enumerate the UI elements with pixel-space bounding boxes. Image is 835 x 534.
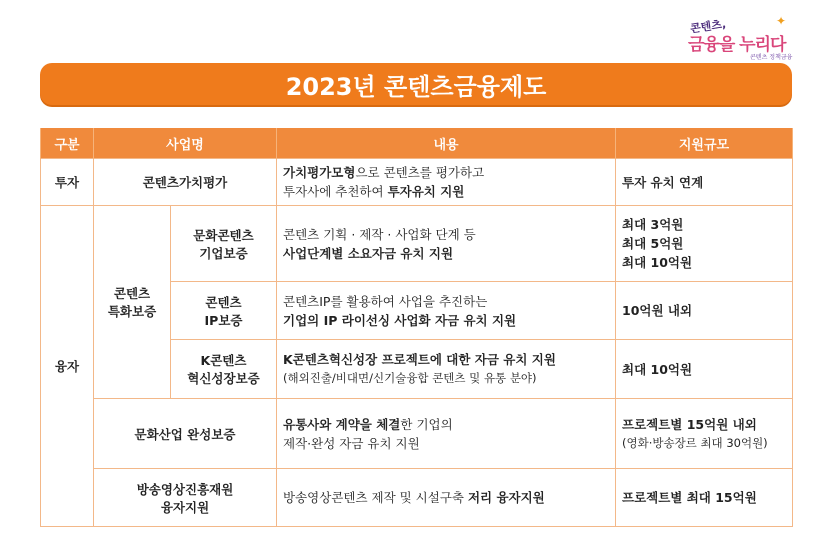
program-line2: IP보증 <box>204 312 243 328</box>
content-text: 방송영상콘텐츠 제작 및 시설구축 <box>283 490 468 505</box>
sparkle-icon: ✦ <box>776 14 787 28</box>
content-note: (해외진출/비대면/신기술융합 콘텐츠 및 유통 분야) <box>283 371 537 385</box>
program-line1: K콘텐츠 <box>200 353 247 368</box>
program-line1: 콘텐츠 <box>205 294 242 310</box>
scale-note: (영화·방송장르 최대 30억원) <box>622 435 768 450</box>
content-bold: 기업의 IP 라이선싱 사업화 자금 유치 지원 <box>283 312 517 328</box>
logo <box>688 14 798 60</box>
header-program: 사업명 <box>94 128 277 159</box>
content-cell <box>277 340 616 399</box>
content-bold: 저리 융자지원 <box>467 490 545 505</box>
table-header-row <box>41 128 793 159</box>
program-cell <box>171 206 277 282</box>
content-bold: 사업단계별 소요자금 유치 지원 <box>283 245 454 261</box>
header-scale: 지원규모 <box>616 128 793 159</box>
program-line2: 혁신성장보증 <box>187 371 260 386</box>
scale-cell: 투자 유치 연계 <box>616 159 793 206</box>
content-text: 콘텐츠IP를 활용하여 사업을 추진하는 <box>283 293 488 309</box>
program-cell: 문화산업 완성보증 <box>94 399 277 469</box>
scale-cell <box>616 399 793 469</box>
logo-line1: 콘텐츠, <box>689 17 727 36</box>
content-cell <box>277 399 616 469</box>
program-line1: 문화콘텐츠 <box>193 227 254 243</box>
program-cell <box>94 469 277 527</box>
program-line2: 융자지원 <box>160 499 210 515</box>
category-cell: 투자 <box>41 159 94 206</box>
table-row <box>41 159 793 206</box>
finance-table <box>40 128 793 527</box>
table-row <box>41 469 793 527</box>
program-cell <box>171 340 277 399</box>
group-line1: 콘텐츠 <box>113 286 151 301</box>
header-content: 내용 <box>277 128 616 159</box>
content-cell <box>277 206 616 282</box>
program-cell: 콘텐츠가치평가 <box>94 159 277 206</box>
category-cell: 융자 <box>41 206 94 527</box>
content-bold: 투자유치 지원 <box>387 184 465 199</box>
scale-line1: 최대 3억원 <box>622 217 684 232</box>
table-row <box>41 206 793 282</box>
content-bold: 가치평가모형 <box>283 165 356 180</box>
group-cell <box>94 206 171 399</box>
scale-line2: 최대 5억원 <box>622 236 684 251</box>
program-line1: 방송영상진흥재원 <box>136 481 234 497</box>
content-text: 콘텐츠 기획 · 제작 · 사업화 단계 등 <box>283 226 476 242</box>
group-line2: 특화보증 <box>107 304 157 319</box>
content-text: 제작·완성 자금 유치 지원 <box>283 435 420 451</box>
header-category: 구분 <box>41 128 94 159</box>
scale-cell: 10억원 내외 <box>616 282 793 340</box>
scale-cell <box>616 206 793 282</box>
logo-line3: 콘텐츠 정책금융 <box>750 54 793 61</box>
page-title: 2023년 콘텐츠금융제도 <box>40 63 792 105</box>
content-text: 투자사에 추천하여 <box>283 184 388 199</box>
content-text: 한 기업의 <box>400 416 453 432</box>
content-bold: 유통사와 계약을 체결 <box>283 416 401 432</box>
logo-line2: 금융을 누리다 <box>688 35 786 55</box>
content-cell <box>277 159 616 206</box>
scale-line3: 최대 10억원 <box>622 255 693 270</box>
program-cell <box>171 282 277 340</box>
content-cell <box>277 469 616 527</box>
table-row <box>41 399 793 469</box>
content-bold: K콘텐츠혁신성장 프로젝트에 대한 자금 유치 지원 <box>283 352 556 367</box>
scale-line1: 프로젝트별 15억원 내외 <box>622 416 757 432</box>
scale-cell: 최대 10억원 <box>616 340 793 399</box>
program-line2: 기업보증 <box>199 245 248 261</box>
content-text: 으로 콘텐츠를 평가하고 <box>355 165 485 180</box>
scale-cell: 프로젝트별 최대 15억원 <box>616 469 793 527</box>
content-cell <box>277 282 616 340</box>
